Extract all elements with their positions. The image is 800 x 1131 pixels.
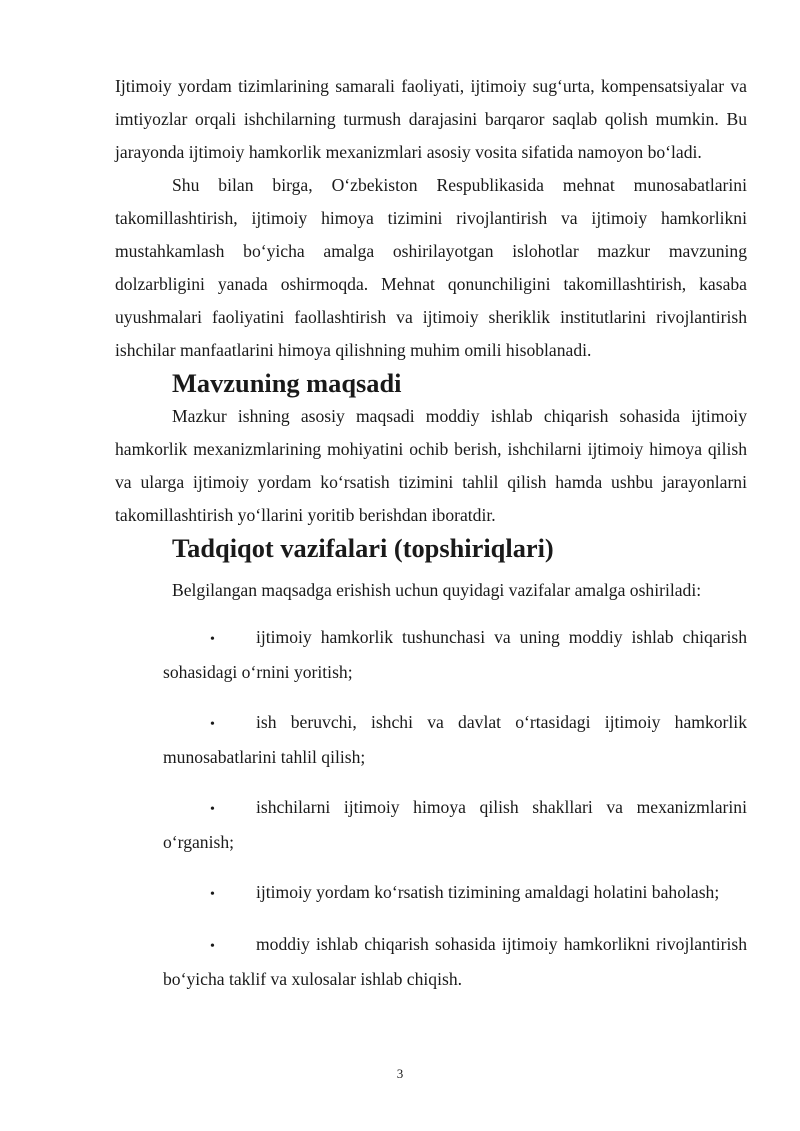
task-text: ishchilarni ijtimoiy himoya qilish shakllari va mexanizmlarini o‘rganish;: [163, 797, 747, 852]
bullet-icon: •: [210, 802, 215, 817]
paragraph-relevance: Shu bilan birga, O‘zbekiston Respublikasida mehnat munosabatlarini takomillashtirish, ijtimoiy himoya tizimini rivojlantirish va ijtimoiy hamkorlikni mustahkamlash bo‘yicha amalga oshirilayotgan islohotlar mazkur mavzuning dolzarbligini yanada oshirmoqda. Mehnat qonunchiligini takomillashtirish, kasaba uyushmalari faoliyatini faollashtirish va ijtimoiy sheriklik institutlarini rivojlantirish ishchilar manfaatlarini himoya qilishning muhim omili hisoblanadi.: [115, 175, 747, 360]
goal-heading: Mavzuning maqsadi: [172, 368, 402, 398]
tasks-list: [115, 621, 747, 996]
list-item: [115, 706, 747, 774]
tasks-intro: Belgilangan maqsadga erishish uchun quyidagi vazifalar amalga oshiriladi:: [172, 580, 702, 600]
list-item: [115, 621, 747, 689]
bullet-icon: •: [210, 632, 215, 647]
bullet-icon: •: [210, 939, 215, 954]
task-text: ish beruvchi, ishchi va davlat o‘rtasidagi ijtimoiy hamkorlik munosabatlarini tahlil qilish;: [163, 712, 747, 767]
bullet-icon: •: [210, 887, 215, 902]
task-text: moddiy ishlab chiqarish sohasida ijtimoiy hamkorlikni rivojlantirish bo‘yicha taklif va xulosalar ishlab chiqish.: [163, 934, 747, 989]
list-item: [115, 876, 747, 911]
goal-paragraph: Mazkur ishning asosiy maqsadi moddiy ishlab chiqarish sohasida ijtimoiy hamkorlik mexanizmlarining mohiyatini ochib berish, ishchilarni ijtimoiy himoya qilish va ularga ijtimoiy yordam ko‘rsatish tizimini tahlil qilish hamda ushbu jarayonlarni takomillashtirish yo‘llarini yoritib berishdan iboratdir.: [115, 406, 747, 525]
task-text: ijtimoiy hamkorlik tushunchasi va uning moddiy ishlab chiqarish sohasidagi o‘rnini yoritish;: [163, 627, 747, 682]
list-item: [115, 928, 747, 996]
page-number: 3: [396, 1066, 404, 1081]
document-body: [115, 70, 747, 996]
list-item: [115, 791, 747, 859]
tasks-heading: Tadqiqot vazifalari (topshiriqlari): [172, 533, 554, 563]
paragraph-social-assistance: Ijtimoiy yordam tizimlarining samarali faoliyati, ijtimoiy sug‘urta, kompensatsiyalar va imtiyozlar orqali ishchilarning turmush darajasini barqaror saqlab qolish mumkin. Bu jarayonda ijtimoiy hamkorlik mexanizmlari asosiy vosita sifatida namoyon bo‘ladi.: [115, 76, 747, 162]
task-text: ijtimoiy yordam ko‘rsatish tizimining amaldagi holatini baholash;: [256, 882, 720, 902]
bullet-icon: •: [210, 717, 215, 732]
